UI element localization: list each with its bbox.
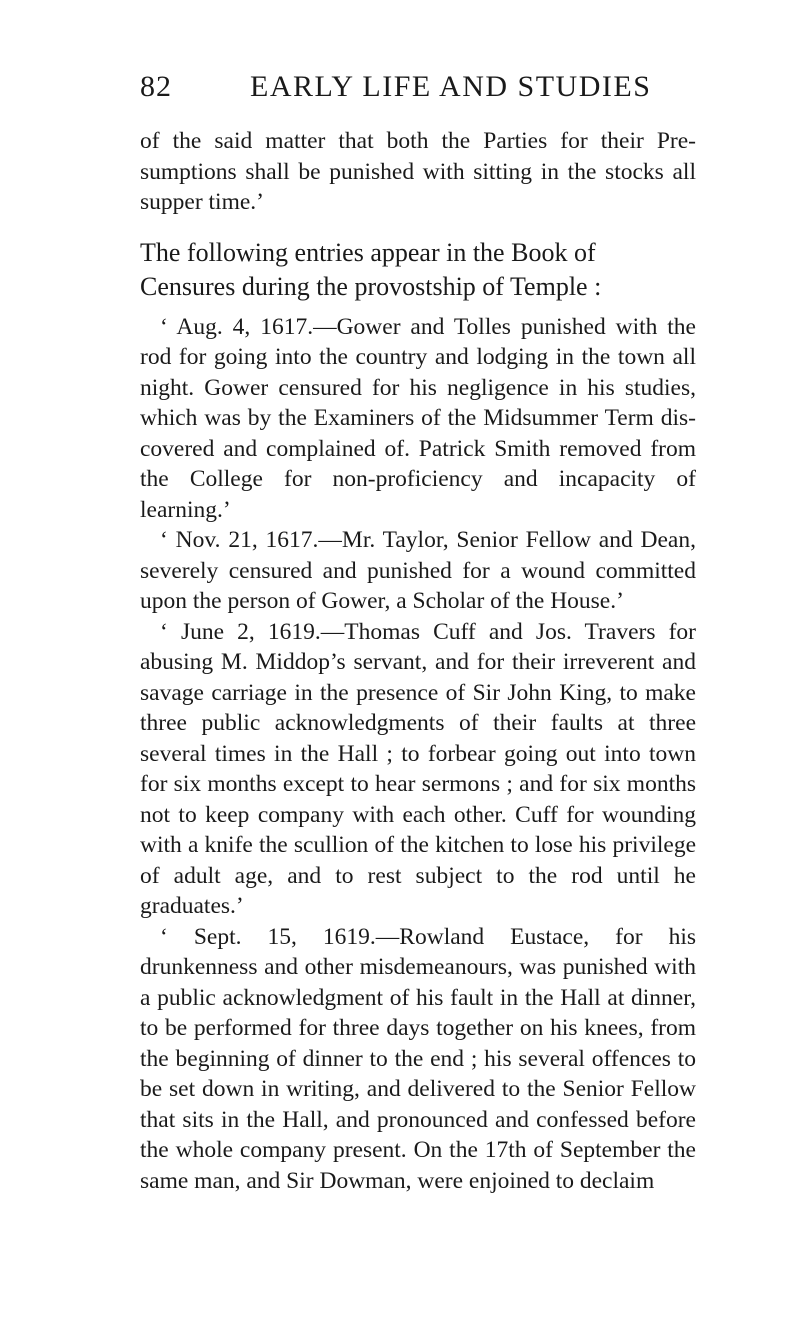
- body-text: [140, 126, 696, 1196]
- entry-june-1619: ‘ June 2, 1619.—Thomas Cuff and Jos. Travers for abusing M. Middop’s servant, and for their irreverent and savage carriage in the presence of Sir John King, to make three public acknowledgments of their faults at three several times in the Hall ; to forbear going out into town for six months except to hear sermons ; and for six months not to keep company with each other. Cuff for wounding with a knife the scullion of the kitchen to lose his privilege of adult age, and to rest subject to the rod until he graduates.’: [140, 618, 696, 919]
- page-number: 82: [140, 70, 172, 103]
- entry-nov-1617: ‘ Nov. 21, 1617.—Mr. Taylor, Senior Fellow and Dean, severely censured and punished for a wound committed upon the person of Gower, a Scholar of the House.’: [140, 527, 696, 614]
- page-header: [140, 70, 700, 118]
- paragraph-continuation: of the said matter that both the Parties for their Pre-sumptions shall be punished with sitting in the stocks all supper time.’: [140, 128, 696, 215]
- paragraph-intro: The following entries appear in the Book of Censures during the provostship of Temple :: [140, 237, 602, 301]
- entry-aug-1617: ‘ Aug. 4, 1617.—Gower and Tolles punished with the rod for going into the country and lodging in the town all night. Gower censured for his negligence in his studies, which was by the Examiners of the Midsummer Term dis-covered and complained of. Patrick Smith removed from the College for non-proficiency and incapacity of learning.’: [140, 313, 696, 523]
- entry-sept-1619: ‘ Sept. 15, 1619.—Rowland Eustace, for his drunkenness and other misdemeanours, was punished with a public acknowledgment of his fault in the Hall at dinner, to be performed for three days together on his knees, from the beginning of dinner to the end ; his several offences to be set down in writing, and delivered to the Senior Fellow that sits in the Hall, and pronounced and confessed before the whole company present. On the 17th of September the same man, and Sir Dowman, were enjoined to declaim: [140, 923, 696, 1194]
- running-title: EARLY LIFE AND STUDIES: [250, 70, 652, 103]
